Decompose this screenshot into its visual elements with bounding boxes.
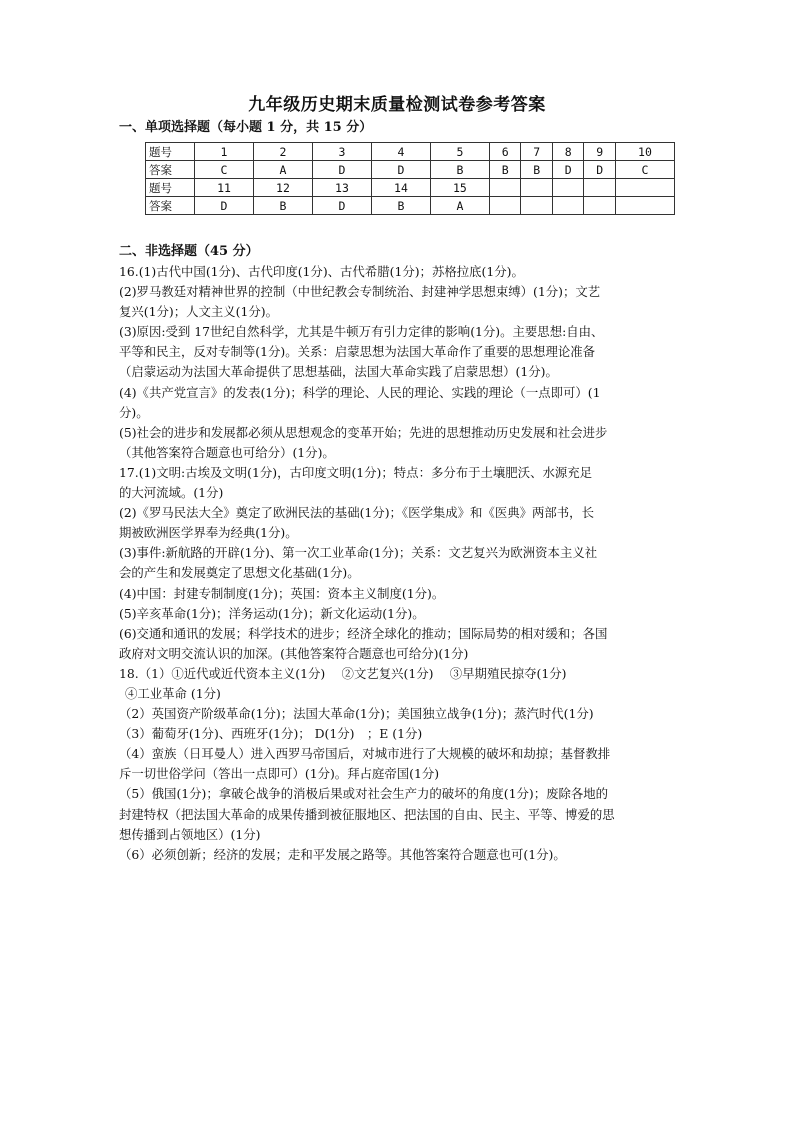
question-number: 12 <box>253 179 312 197</box>
answer-line: (6)交通和通讯的发展；科学技术的进步；经济全球化的推动；国际局势的相对缓和；各国 <box>119 625 608 641</box>
answer-line: 平等和民主，反对专制等(1分)。关系：启蒙思想为法国大革命作了重要的思想理论准备 <box>119 344 596 360</box>
question-number: 2 <box>253 143 312 161</box>
answer-line: (5)辛亥革命(1分)；洋务运动(1分)；新文化运动(1分)。 <box>119 605 425 621</box>
row-label: 题号 <box>146 143 195 161</box>
answer-line: 斥一切世俗学问（答出一点即可）(1分)。拜占庭帝国(1分) <box>119 766 440 782</box>
answer-line: 期被欧洲医学界奉为经典(1分)。 <box>119 525 298 541</box>
answer-line: (2)罗马教廷对精神世界的控制（中世纪教会专制统治、封建神学思想束缚）(1分)；文艺 <box>119 284 601 300</box>
question-number: 8 <box>552 143 584 161</box>
question-number: 15 <box>430 179 489 197</box>
question-number: 1 <box>195 143 254 161</box>
answer-cell: B <box>521 161 553 179</box>
answer-line: （5）俄国(1分)；拿破仑战争的消极后果或对社会生产力的破坏的角度(1分)；废除各地的 <box>119 786 609 802</box>
empty-cell <box>521 197 553 215</box>
question-number: 3 <box>312 143 371 161</box>
question-number: 6 <box>489 143 521 161</box>
answer-line: (4)中国：封建专制制度(1分)；英国：资本主义制度(1分)。 <box>119 585 445 601</box>
answer-line: 的大河流域。(1分) <box>119 485 224 501</box>
answer-cell: B <box>430 161 489 179</box>
section1-heading: 一、单项选择题（每小题 1 分，共 15 分） <box>119 120 373 135</box>
answer-line: （6）必须创新；经济的发展；走和平发展之路等。其他答案符合题意也可(1分)。 <box>119 846 566 862</box>
empty-cell <box>552 179 584 197</box>
answer-cell: D <box>312 161 371 179</box>
answer-line: （其他答案符合题意也可给分）(1分)。 <box>119 444 335 460</box>
answer-line: 政府对文明交流认识的加深。(其他答案符合题意也可给分)(1分) <box>119 645 469 661</box>
answer-line: 分)。 <box>119 404 149 420</box>
row-label: 题号 <box>146 179 195 197</box>
question-number: 5 <box>430 143 489 161</box>
row-label: 答案 <box>146 161 195 179</box>
section2-heading: 二、非选择题（45 分） <box>119 244 259 259</box>
answer-line: 复兴(1分)；人文主义(1分)。 <box>119 304 279 320</box>
answer-cell: B <box>489 161 521 179</box>
answer-line: (4)《共产党宣言》的发表(1分)；科学的理论、人民的理论、实践的理论（一点即可）(1 <box>119 384 601 400</box>
empty-cell <box>615 197 674 215</box>
answer-line: 16.(1)古代中国(1分)、古代印度(1分)、古代希腊(1分)；苏格拉底(1分)。 <box>119 264 524 279</box>
answer-line: 会的产生和发展奠定了思想文化基础(1分)。 <box>119 565 360 581</box>
answer-line: 封建特权（把法国大革命的成果传播到被征服地区、把法国的自由、民主、平等、博爱的思 <box>119 806 615 822</box>
table-row-numbers-2 <box>146 179 675 197</box>
empty-cell <box>489 179 521 197</box>
answer-cell: D <box>371 161 430 179</box>
empty-cell <box>584 197 616 215</box>
answer-line: （启蒙运动为法国大革命提供了思想基础，法国大革命实践了启蒙思想）(1分)。 <box>119 364 558 380</box>
answer-line: （4）蛮族（日耳曼人）进入西罗马帝国后，对城市进行了大规模的破坏和劫掠；基督教排 <box>119 746 611 762</box>
answer-cell: D <box>552 161 584 179</box>
answer-line: （2）英国资产阶级革命(1分)；法国大革命(1分)；美国独立战争(1分)；蒸汽时代(1分) <box>119 706 594 722</box>
answer-line: （3）葡萄牙(1分)、西班牙(1分)； D(1分) ；E (1分) <box>119 726 423 742</box>
question-number: 9 <box>584 143 616 161</box>
question-number: 14 <box>371 179 430 197</box>
question-number: 4 <box>371 143 430 161</box>
page-title: 九年级历史期末质量检测试卷参考答案 <box>248 95 546 115</box>
question-number: 13 <box>312 179 371 197</box>
answer-cell: D <box>312 197 371 215</box>
empty-cell <box>584 179 616 197</box>
empty-cell <box>615 179 674 197</box>
question-number: 11 <box>195 179 254 197</box>
table-row-answers-2 <box>146 197 675 215</box>
answer-table <box>145 142 675 215</box>
answer-line: (5)社会的进步和发展都必须从思想观念的变革开始；先进的思想推动历史发展和社会进步 <box>119 424 608 440</box>
table-row-numbers-1 <box>146 143 675 161</box>
answer-cell: B <box>371 197 430 215</box>
answer-line: 17.(1)文明:古埃及文明(1分)，古印度文明(1分)；特点：多分布于土壤肥沃、水源充足 <box>119 464 593 480</box>
answer-cell: D <box>195 197 254 215</box>
answer-line: 18.（1）①近代或近代资本主义(1分) ②文艺复兴(1分) ③早期殖民掠夺(1分) <box>119 665 567 681</box>
empty-cell <box>552 197 584 215</box>
answer-cell: B <box>253 197 312 215</box>
answer-cell: D <box>584 161 616 179</box>
answer-cell: A <box>253 161 312 179</box>
answer-cell: A <box>430 197 489 215</box>
empty-cell <box>521 179 553 197</box>
answer-line: (3)事件:新航路的开辟(1分)、第一次工业革命(1分)；关系：文艺复兴为欧洲资本主义社 <box>119 545 598 561</box>
answer-cell: C <box>615 161 674 179</box>
question-number: 10 <box>615 143 674 161</box>
answer-line: ④工业革命 (1分) <box>125 685 221 701</box>
answer-line: (2)《罗马民法大全》奠定了欧洲民法的基础(1分)；《医学集成》和《医典》两部书，长 <box>119 505 594 521</box>
answer-line: 想传播到占领地区）(1分) <box>119 826 261 842</box>
question-number: 7 <box>521 143 553 161</box>
empty-cell <box>489 197 521 215</box>
answer-line: (3)原因:受到 17世纪自然科学，尤其是牛顿万有引力定律的影响(1分)。主要思想:自由、 <box>119 324 604 340</box>
table-row-answers-1 <box>146 161 675 179</box>
answer-cell: C <box>195 161 254 179</box>
row-label: 答案 <box>146 197 195 215</box>
section2-body <box>119 262 679 865</box>
